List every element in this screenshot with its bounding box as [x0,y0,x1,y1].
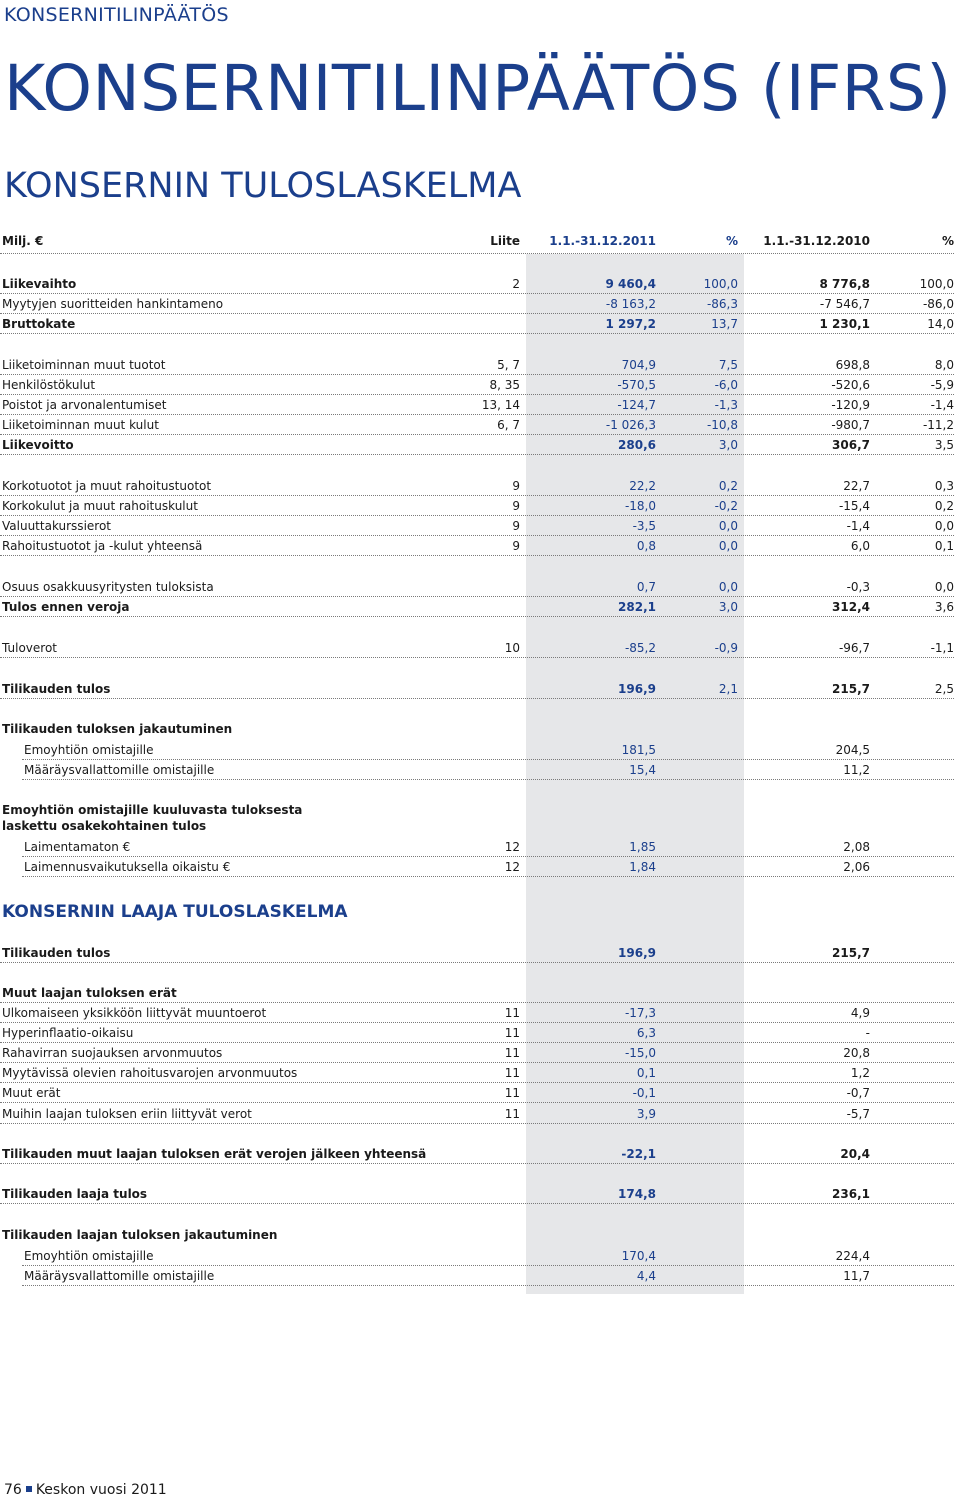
row-note: 10 [504,641,520,655]
value-2011: -22,1 [621,1147,656,1161]
value-2010: 11,2 [843,763,870,777]
pct-2011: 0,0 [718,580,738,594]
row-label: Tilikauden tuloksen jakautuminen [2,722,233,736]
row-note: 11 [504,1107,520,1121]
pct-2010: 0,3 [934,479,954,493]
value-2011: 1,85 [629,840,656,854]
table-row [0,536,960,556]
table-row [0,1003,960,1023]
row-note: 9 [512,499,520,513]
pct-2011: -86,3 [706,297,738,311]
pct-2010: 3,6 [934,600,954,614]
pct-2011: 0,2 [718,479,738,493]
value-2011: 282,1 [618,600,656,614]
table-row [0,816,960,836]
row-label: Emoyhtiön omistajille kuuluvasta tuloksesta [2,803,303,817]
value-2011: 170,4 [621,1249,656,1263]
pct-2010: 14,0 [927,317,954,331]
value-2010: -1,4 [846,519,870,533]
row-divider [0,1123,954,1124]
row-divider [0,698,954,699]
row-note: 12 [504,860,520,874]
row-label: Liikevoitto [2,438,74,452]
value-2010: 236,1 [832,1187,870,1201]
value-2011: -1 026,3 [605,418,656,432]
pct-2010: -1,1 [930,641,954,655]
row-label: Emoyhtiön omistajille [24,1249,154,1263]
footer-page-number: 76 [4,1482,22,1498]
pct-2011: 0,0 [718,519,738,533]
value-2010: -96,7 [838,641,870,655]
footer-square-icon [26,1486,32,1492]
value-2010: 204,5 [835,743,870,757]
pct-2011: 2,1 [718,682,738,696]
row-note: 11 [504,1006,520,1020]
row-label: Tuloverot [2,641,57,655]
table-row [0,638,960,658]
header-label: Milj. € [2,234,44,248]
pct-2011: 13,7 [711,317,738,331]
value-2011: 1,84 [629,860,656,874]
pct-2011: -1,3 [714,398,738,412]
value-2010: 1 230,1 [819,317,870,331]
page-footer [4,1482,167,1498]
table-row [0,314,960,334]
pct-2011: -0,9 [714,641,738,655]
page-title: KONSERNITILINPÄÄTÖS (IFRS) [4,52,952,125]
value-2010: 20,8 [843,1046,870,1060]
row-label: Tilikauden laajan tuloksen jakautuminen [2,1228,278,1242]
row-note: 11 [504,1046,520,1060]
pct-2011: 0,0 [718,539,738,553]
table-row [0,274,960,294]
value-2011: 280,6 [618,438,656,452]
value-2011: 1 297,2 [605,317,656,331]
value-2010: 8 776,8 [819,277,870,291]
table-row [0,597,960,617]
section2-title: KONSERNIN LAAJA TULOSLASKELMA [2,902,348,922]
table-row [0,1063,960,1083]
row-label: Hyperinflaatio-oikaisu [2,1026,134,1040]
value-2010: 1,2 [850,1066,870,1080]
table-row [0,1023,960,1043]
row-label: Liiketoiminnan muut tuotot [2,358,166,372]
row-note: 11 [504,1086,520,1100]
row-note: 12 [504,840,520,854]
row-divider [0,555,954,556]
row-label: Rahoitustuotot ja -kulut yhteensä [2,539,203,553]
value-2010: -0,3 [846,580,870,594]
row-divider [22,1285,954,1286]
value-2011: 6,3 [636,1026,656,1040]
header-divider [0,253,954,254]
row-label: Korkotuotot ja muut rahoitustuotot [2,479,212,493]
row-divider [0,333,954,334]
table-row [0,719,960,739]
value-2010: -120,9 [831,398,870,412]
pct-2010: -1,4 [930,398,954,412]
value-2010: -7 546,7 [819,297,870,311]
pct-2010: -11,2 [922,418,954,432]
value-2011: 174,8 [618,1187,656,1201]
row-divider [0,657,954,658]
section-title: KONSERNIN TULOSLASKELMA [4,166,522,206]
value-2011: 22,2 [629,479,656,493]
row-label: Rahavirran suojauksen arvonmuutos [2,1046,223,1060]
value-2010: -520,6 [831,378,870,392]
row-label: Korkokulut ja muut rahoituskulut [2,499,198,513]
row-divider [0,1102,954,1103]
value-2010: 2,06 [843,860,870,874]
pct-2011: -6,0 [714,378,738,392]
table-row [0,760,960,780]
value-2011: -15,0 [624,1046,656,1060]
value-2011: -18,0 [624,499,656,513]
pct-2010: 2,5 [934,682,954,696]
row-label: Muut erät [2,1086,61,1100]
row-note: 11 [504,1026,520,1040]
value-2011: 15,4 [629,763,656,777]
row-label: Muihin laajan tuloksen eriin liittyvät verot [2,1107,252,1121]
value-2011: 0,7 [636,580,656,594]
header-col-2010: 1.1.-31.12.2010 [763,234,870,248]
value-2011: 9 460,4 [605,277,656,291]
table-row [0,837,960,857]
row-divider [22,876,954,877]
table-row [0,355,960,375]
row-note: 2 [512,277,520,291]
value-2011: -17,3 [624,1006,656,1020]
pct-2010: 0,1 [934,539,954,553]
value-2011: -8 163,2 [605,297,656,311]
value-2010: 22,7 [843,479,870,493]
pct-2011: 3,0 [718,600,738,614]
value-2011: -124,7 [617,398,656,412]
row-label: Tilikauden muut laajan tuloksen erät verojen jälkeen yhteensä [2,1147,427,1161]
value-2010: 20,4 [840,1147,870,1161]
value-2011: 704,9 [621,358,656,372]
header-col-2011: 1.1.-31.12.2011 [549,234,656,248]
table-row [0,1225,960,1245]
row-label: Tilikauden tulos [2,946,111,960]
table-row [0,740,960,760]
pct-2010: 8,0 [934,358,954,372]
pct-2010: -86,0 [922,297,954,311]
table-row [0,1246,960,1266]
value-2011: 181,5 [621,743,656,757]
row-label: Tulos ennen veroja [2,600,130,614]
table-row [0,983,960,1003]
row-divider [0,1203,954,1204]
pct-2010: -5,9 [930,378,954,392]
row-label: Bruttokate [2,317,76,331]
table-row [0,1144,960,1164]
table-row [0,857,960,877]
value-2010: 215,7 [832,682,870,696]
value-2010: - [865,1026,870,1040]
value-2010: 4,9 [850,1006,870,1020]
pct-2011: 7,5 [718,358,738,372]
value-2011: -570,5 [617,378,656,392]
row-label: Myytävissä olevien rahoitusvarojen arvonmuutos [2,1066,298,1080]
row-label: Määräysvallattomille omistajille [24,1269,215,1283]
pct-2011: -10,8 [706,418,738,432]
pct-2010: 0,0 [934,580,954,594]
row-note: 13, 14 [481,398,520,412]
page-kicker: KONSERNITILINPÄÄTÖS [4,4,229,26]
value-2011: 0,1 [636,1066,656,1080]
header-pct-2010: % [941,234,954,248]
table-row [0,1083,960,1103]
row-label: Määräysvallattomille omistajille [24,763,215,777]
value-2010: 312,4 [832,600,870,614]
value-2010: 306,7 [832,438,870,452]
value-2010: 224,4 [835,1249,870,1263]
row-label: Henkilöstökulut [2,378,96,392]
value-2011: 0,8 [636,539,656,553]
pct-2010: 3,5 [934,438,954,452]
table-row [0,496,960,516]
row-note: 9 [512,479,520,493]
row-divider [0,962,954,963]
table-row [0,1043,960,1063]
value-2010: -5,7 [846,1107,870,1121]
row-divider [22,779,954,780]
value-2010: -0,7 [846,1086,870,1100]
row-divider [0,454,954,455]
table-row [0,679,960,699]
row-label: Tilikauden tulos [2,682,111,696]
row-label: laskettu osakekohtainen tulos [2,819,207,833]
row-label: Liikevaihto [2,277,77,291]
value-2010: 2,08 [843,840,870,854]
row-note: 11 [504,1066,520,1080]
header-note: Liite [490,234,520,248]
table-row [0,476,960,496]
table-row [0,516,960,536]
value-2011: -3,5 [632,519,656,533]
table-row [0,943,960,963]
pct-2010: 0,0 [934,519,954,533]
value-2010: 698,8 [835,358,870,372]
footer-text: Keskon vuosi 2011 [35,1482,167,1498]
row-note: 8, 35 [489,378,520,392]
value-2010: 6,0 [850,539,870,553]
header-pct-2011: % [725,234,738,248]
value-2011: 4,4 [636,1269,656,1283]
row-label: Muut laajan tuloksen erät [2,986,177,1000]
row-divider [0,616,954,617]
value-2010: 215,7 [832,946,870,960]
row-label: Myytyjen suoritteiden hankintameno [2,297,224,311]
row-label: Valuuttakurssierot [2,519,111,533]
table-row [0,1104,960,1124]
row-label: Ulkomaiseen yksikköön liittyvät muuntoerot [2,1006,267,1020]
value-2010: -980,7 [831,418,870,432]
pct-2010: 100,0 [919,277,954,291]
row-note: 6, 7 [497,418,520,432]
row-label: Tilikauden laaja tulos [2,1187,148,1201]
table-row [0,577,960,597]
value-2010: 11,7 [843,1269,870,1283]
row-divider [0,1163,954,1164]
table-row [0,395,960,415]
table-row [0,415,960,435]
row-label: Laimentamaton € [24,840,131,854]
pct-2011: -0,2 [714,499,738,513]
row-label: Laimennusvaikutuksella oikaistu € [24,860,231,874]
table-row [0,435,960,455]
value-2011: -0,1 [632,1086,656,1100]
pct-2011: 3,0 [718,438,738,452]
row-note: 5, 7 [497,358,520,372]
row-note: 9 [512,539,520,553]
value-2011: 196,9 [618,682,656,696]
value-2011: -85,2 [624,641,656,655]
value-2011: 196,9 [618,946,656,960]
table-row [0,1184,960,1204]
value-2010: -15,4 [838,499,870,513]
row-label: Poistot ja arvonalentumiset [2,398,167,412]
table-row [0,375,960,395]
row-label: Osuus osakkuusyritysten tuloksista [2,580,214,594]
row-note: 9 [512,519,520,533]
value-2011: 3,9 [636,1107,656,1121]
row-label: Emoyhtiön omistajille [24,743,154,757]
table-row [0,1266,960,1286]
table-row [0,294,960,314]
pct-2010: 0,2 [934,499,954,513]
row-label: Liiketoiminnan muut kulut [2,418,159,432]
pct-2011: 100,0 [703,277,738,291]
